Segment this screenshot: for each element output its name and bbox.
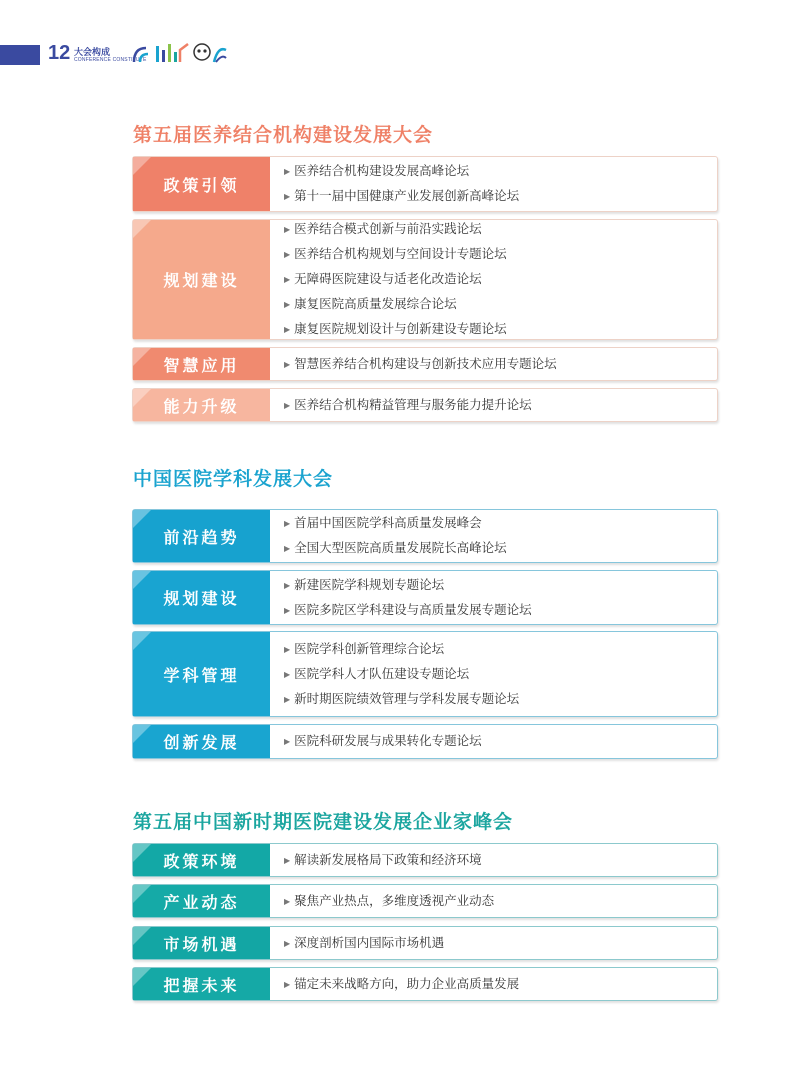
triangle-bullet-icon: ▶ (284, 694, 291, 704)
triangle-bullet-icon: ▶ (284, 938, 291, 948)
topic-tag: 市场机遇 (133, 927, 270, 959)
topic-tag: 产业动态 (133, 885, 270, 917)
triangle-bullet-icon: ▶ (284, 359, 291, 369)
triangle-bullet-icon: ▶ (284, 979, 291, 989)
triangle-bullet-icon: ▶ (284, 192, 291, 201)
forum-item: ▶ 深度剖析国内国际市场机遇 (284, 931, 717, 956)
header-decoration-icon (132, 40, 228, 66)
forum-item: ▶ 医院多院区学科建设与高质量发展专题论坛 (284, 598, 717, 623)
forum-item: ▶ 智慧医养结合机构建设与创新技术应用专题论坛 (284, 352, 717, 377)
topic-row (132, 219, 718, 340)
triangle-bullet-icon: ▶ (284, 250, 291, 259)
topic-row (132, 347, 718, 381)
section-title: 第五届中国新时期医院建设发展企业家峰会 (133, 811, 514, 833)
forum-item: ▶ 新时期医院绩效管理与学科发展专题论坛 (284, 687, 717, 712)
forum-item: ▶ 首届中国医院学科高质量发展峰会 (284, 511, 717, 536)
page-number: 12 (48, 42, 71, 64)
triangle-bullet-icon: ▶ (284, 400, 291, 410)
topic-row (132, 631, 718, 717)
topic-tag: 政策引领 (133, 157, 270, 211)
topic-row (132, 926, 718, 960)
forum-item: ▶ 新建医院学科规划专题论坛 (284, 573, 717, 598)
topic-tag: 智慧应用 (133, 348, 270, 380)
topic-row (132, 570, 718, 625)
forum-item: ▶ 锚定未来战略方向，助力企业高质量发展 (284, 972, 717, 997)
forum-item: ▶ 无障碍医院建设与适老化改造论坛 (284, 267, 717, 292)
triangle-bullet-icon: ▶ (284, 855, 291, 865)
topic-tag: 能力升级 (133, 389, 270, 421)
section-title: 中国医院学科发展大会 (133, 468, 334, 490)
topic-tag: 规划建设 (133, 220, 270, 339)
topic-row (132, 388, 718, 422)
triangle-bullet-icon: ▶ (284, 167, 291, 176)
topic-tag: 把握未来 (133, 968, 270, 1000)
forum-item: ▶ 第十一届中国健康产业发展创新高峰论坛 (284, 184, 717, 209)
forum-item: ▶ 康复医院高质量发展综合论坛 (284, 292, 717, 317)
triangle-bullet-icon: ▶ (284, 580, 291, 590)
triangle-bullet-icon: ▶ (284, 605, 291, 615)
forum-item: ▶ 医院科研发展与成果转化专题论坛 (284, 729, 717, 754)
forum-item: ▶ 医养结合模式创新与前沿实践论坛 (284, 217, 717, 242)
forum-item: ▶ 全国大型医院高质量发展院长高峰论坛 (284, 536, 717, 561)
forum-item: ▶ 医院学科人才队伍建设专题论坛 (284, 662, 717, 687)
section-title: 第五届医养结合机构建设发展大会 (133, 124, 434, 146)
topic-row (132, 156, 718, 212)
triangle-bullet-icon: ▶ (284, 737, 291, 746)
topic-tag: 学科管理 (133, 632, 270, 716)
forum-item: ▶ 聚焦产业热点，多维度透视产业动态 (284, 889, 717, 914)
forum-item: ▶ 解读新发展格局下政策和经济环境 (284, 848, 717, 873)
topic-tag: 前沿趋势 (133, 510, 270, 562)
section-label-en: CONFERENCE CONSTITUTE (74, 57, 147, 63)
topic-tag: 规划建设 (133, 571, 270, 624)
triangle-bullet-icon: ▶ (284, 300, 291, 309)
forum-item: ▶ 医养结合机构规划与空间设计专题论坛 (284, 242, 717, 267)
topic-tag: 政策环境 (133, 844, 270, 876)
triangle-bullet-icon: ▶ (284, 275, 291, 284)
topic-row (132, 724, 718, 759)
section-label-cn: 大会构成 (74, 48, 111, 58)
topic-row (132, 967, 718, 1001)
topic-row (132, 843, 718, 877)
forum-item: ▶ 医养结合机构精益管理与服务能力提升论坛 (284, 393, 717, 418)
forum-item: ▶ 康复医院规划设计与创新建设专题论坛 (284, 317, 717, 342)
forum-item: ▶ 医养结合机构建设发展高峰论坛 (284, 159, 717, 184)
topic-row (132, 509, 718, 563)
triangle-bullet-icon: ▶ (284, 644, 291, 654)
triangle-bullet-icon: ▶ (284, 544, 291, 553)
triangle-bullet-icon: ▶ (284, 519, 291, 528)
header-accent-bar (0, 45, 40, 65)
forum-item: ▶ 医院学科创新管理综合论坛 (284, 637, 717, 662)
topic-row (132, 884, 718, 918)
triangle-bullet-icon: ▶ (284, 669, 291, 679)
triangle-bullet-icon: ▶ (284, 896, 291, 906)
triangle-bullet-icon: ▶ (284, 325, 291, 334)
topic-tag: 创新发展 (133, 725, 270, 758)
triangle-bullet-icon: ▶ (284, 225, 291, 234)
